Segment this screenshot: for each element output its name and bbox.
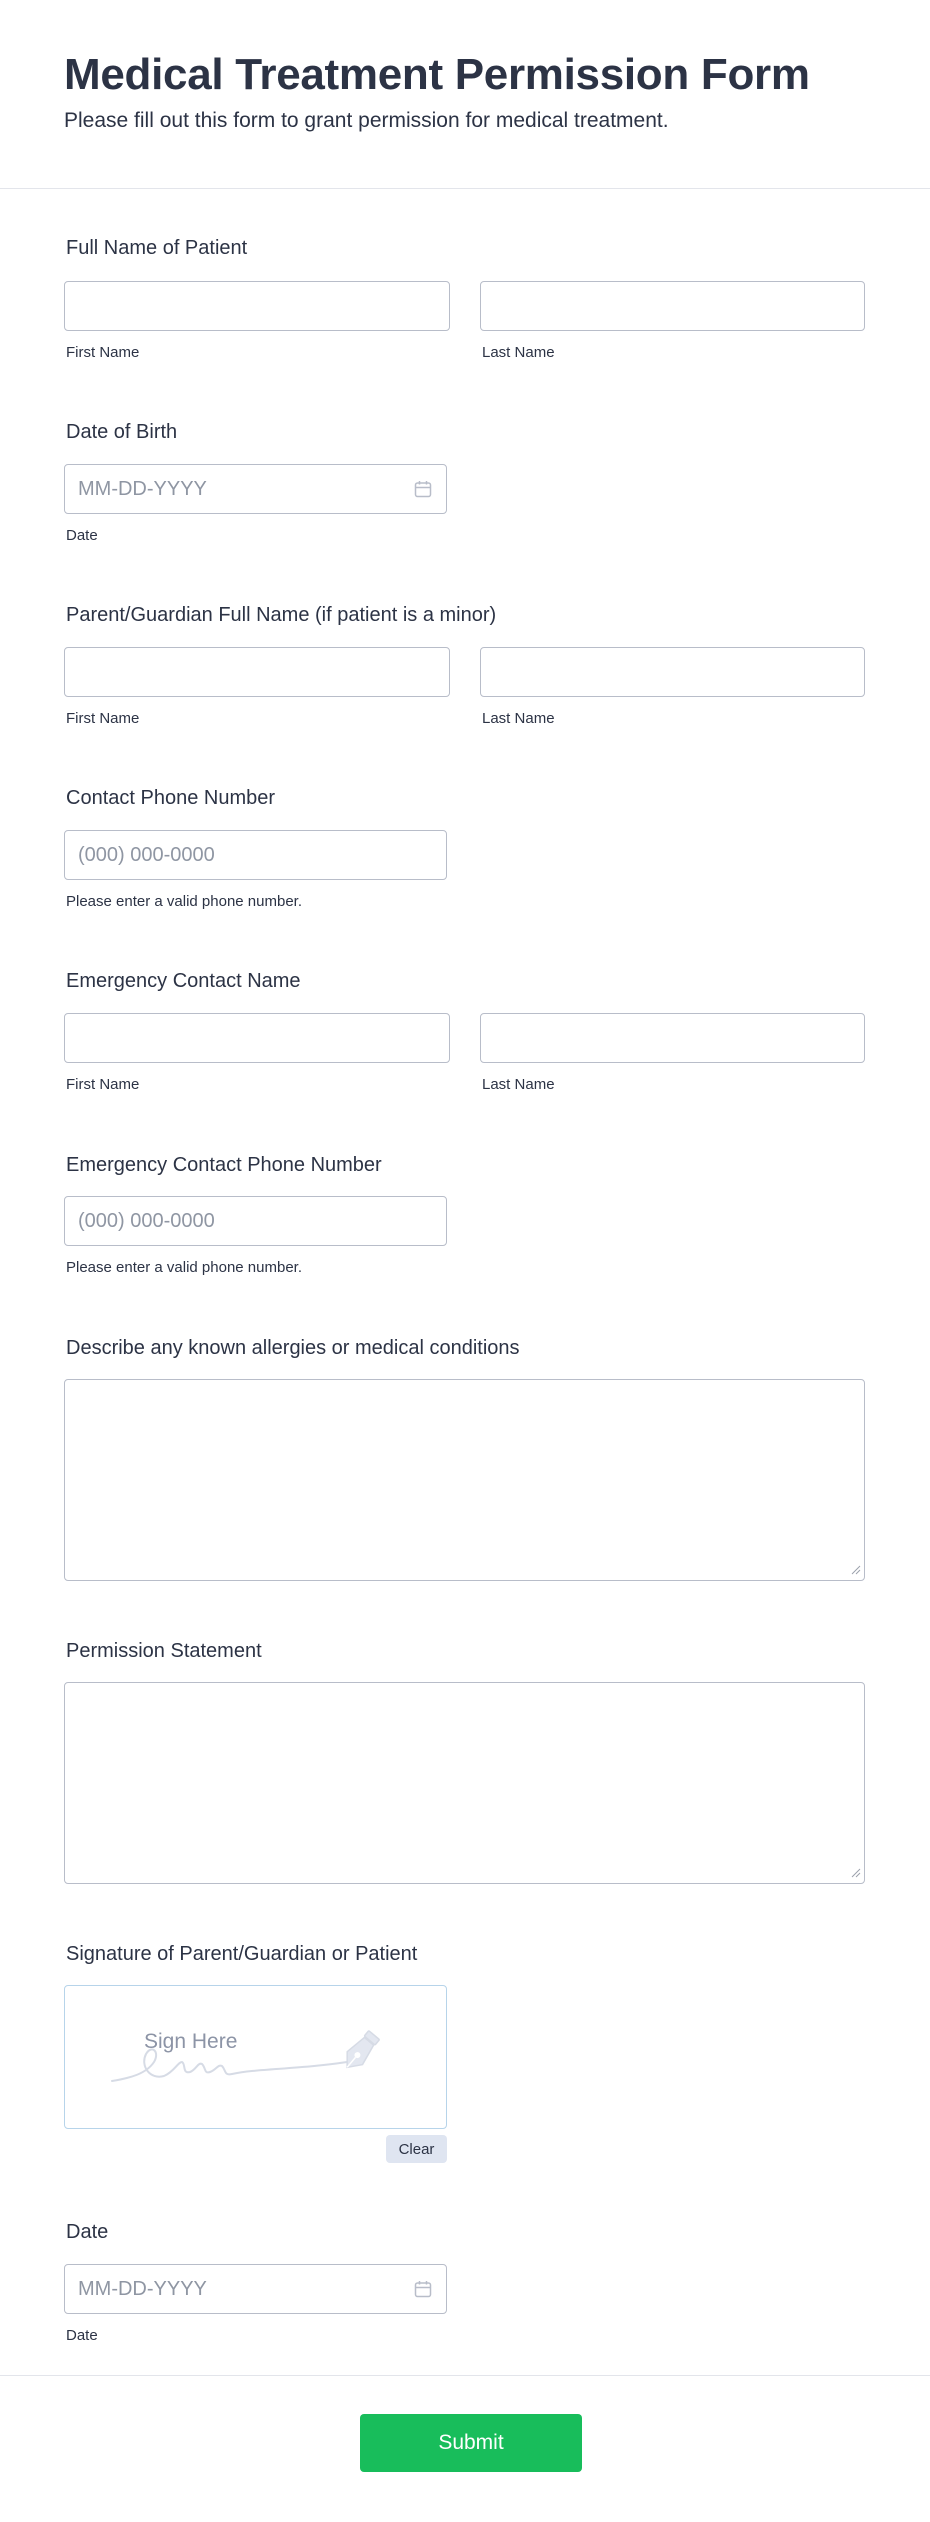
- allergies-textarea[interactable]: [64, 1379, 865, 1581]
- patient-first-name-sublabel: First Name: [66, 344, 140, 361]
- contact-phone-input[interactable]: [64, 830, 447, 880]
- submit-button[interactable]: Submit: [360, 2414, 582, 2472]
- guardian-name-label: Parent/Guardian Full Name (if patient is a minor): [66, 604, 497, 626]
- patient-last-name-sublabel: Last Name: [482, 344, 555, 361]
- date-sublabel: Date: [66, 2327, 98, 2344]
- guardian-first-name-sublabel: First Name: [66, 710, 140, 727]
- dob-sublabel: Date: [66, 527, 98, 544]
- calendar-icon[interactable]: [414, 2280, 432, 2298]
- emergency-phone-input[interactable]: [64, 1196, 447, 1246]
- emergency-last-name-sublabel: Last Name: [482, 1076, 555, 1093]
- signature-label: Signature of Parent/Guardian or Patient: [66, 1943, 418, 1965]
- permission-label: Permission Statement: [66, 1640, 262, 1662]
- dob-input[interactable]: [64, 464, 447, 514]
- form-title: Medical Treatment Permission Form: [64, 50, 810, 99]
- guardian-last-name-sublabel: Last Name: [482, 710, 555, 727]
- permission-textarea[interactable]: [64, 1682, 865, 1884]
- patient-last-name-input[interactable]: [480, 281, 865, 331]
- emergency-first-name-input[interactable]: [64, 1013, 450, 1063]
- resize-grip-icon[interactable]: [851, 1565, 861, 1575]
- form-header: [0, 0, 930, 189]
- clear-signature-button[interactable]: Clear: [386, 2135, 447, 2163]
- emergency-phone-sublabel: Please enter a valid phone number.: [66, 1259, 302, 1276]
- emergency-phone-label: Emergency Contact Phone Number: [66, 1154, 382, 1176]
- sign-here-placeholder: Sign Here: [144, 2030, 238, 2053]
- date-label: Date: [66, 2221, 109, 2243]
- guardian-first-name-input[interactable]: [64, 647, 450, 697]
- contact-phone-sublabel: Please enter a valid phone number.: [66, 893, 302, 910]
- patient-name-label: Full Name of Patient: [66, 237, 248, 259]
- resize-grip-icon[interactable]: [851, 1868, 861, 1878]
- calendar-icon[interactable]: [414, 480, 432, 498]
- guardian-last-name-input[interactable]: [480, 647, 865, 697]
- emergency-first-name-sublabel: First Name: [66, 1076, 140, 1093]
- dob-label: Date of Birth: [66, 421, 178, 443]
- allergies-label: Describe any known allergies or medical conditions: [66, 1337, 520, 1359]
- date-input[interactable]: [64, 2264, 447, 2314]
- form-subtitle: Please fill out this form to grant permission for medical treatment.: [64, 109, 669, 132]
- emergency-name-label: Emergency Contact Name: [66, 970, 301, 992]
- emergency-last-name-input[interactable]: [480, 1013, 865, 1063]
- contact-phone-label: Contact Phone Number: [66, 787, 276, 809]
- patient-first-name-input[interactable]: [64, 281, 450, 331]
